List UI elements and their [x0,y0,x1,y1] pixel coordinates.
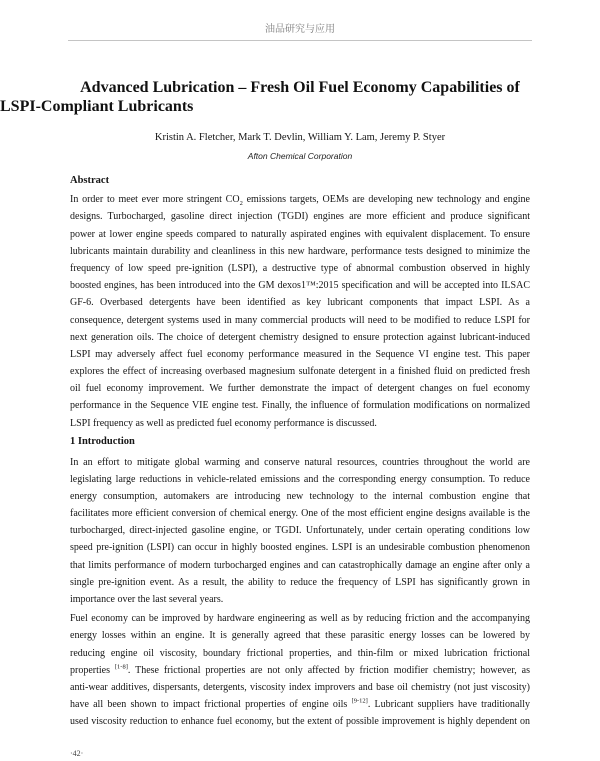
abstract-line: performance in the Sequence VIE engine test. Finally, the influence of formulation modifications on normalized [70,400,530,412]
paragraph-line: In an effort to mitigate global warming and conserve natural resources, countries throughout the world are [70,456,530,468]
abstract-line: boosted engines, has been introduced into the GM dexos1™:2015 specification and will be accepted into ILSAC [70,280,530,292]
abstract-line: power at lower engine speeds compared to naturally aspirated engines with equivalent displacement. To ensure [70,228,530,240]
abstract-line: frequency of low speed pre-ignition (LSPI), a destructive type of abnormal combustion observed in highly [70,262,530,274]
paragraph-line: Fuel economy can be improved by hardware engineering as well as by reducing friction and the accompanying [70,613,530,625]
abstract-line: explores the effect of increasing overbased magnesium sulfonate detergent in a finished fluid on predicted fresh [70,366,530,378]
citation-superscript: [9-12] [351,697,368,705]
abstract-line: designs. Turbocharged, gasoline direct injection (TGDI) engines are more efficient and produce significant [70,211,530,223]
page-number: ·42· [70,749,84,758]
paragraph-line: turbocharged, direct-injected gasoline engine, or TGDI. Unfortunately, under certain operating conditions low [70,525,530,537]
paragraph-line: energy consumption, automakers are introducing new technology to the internal combustion engine that [70,490,530,502]
introduction-paragraph [70,454,530,609]
author-list: Kristin A. Fletcher, Mark T. Devlin, William Y. Lam, Jeremy P. Styer [154,132,446,143]
journal-running-head: 油品研究与应用 [265,24,335,35]
paragraph-line: reducing engine oil viscosity, boundary frictional properties, and thin-film or mixed lubrication frictional [70,647,530,659]
abstract-line: GF-6. Overbased detergents have been identified as key lubricant components that impact LSPI. As a [70,297,530,309]
abstract-line: consequence, detergent systems used in many commercial products will need to be modified to reduce LSPI for [70,314,530,326]
paragraph-line: importance over the last several years. [70,594,224,605]
abstract-line: LSPI may adversely affect fuel economy performance measured in the Sequence VI engine test. This paper [70,348,530,360]
abstract-line: lubricants maintain durability and cleanliness in this new hardware, performance tests designed to minimize the [70,245,530,257]
paragraph-line [70,696,530,713]
paragraph-line: speed pre-ignition (LSPI) can occur in highly boosted engines. LSPI is an undesirable combustion phenomenon [70,542,530,554]
text-run: have all been shown to impact frictional properties of engine oils [70,699,352,711]
paragraph-line: legislating large reductions in vehicle-related emissions and the corresponding energy consumption. To reduce [70,473,530,485]
paragraph-line: energy losses within an engine. It is generally agreed that these parasitic energy losses can be lowered by [70,630,530,642]
abstract-body [70,191,530,432]
citation-superscript: [1-8] [114,663,128,671]
text-run: properties [70,664,115,676]
paragraph-line [70,662,530,679]
paragraph-line: facilitates more efficient conversion of chemical energy. One of the most efficient engine designs available is the [70,508,530,520]
abstract-line: LSPI frequency as well as predicted fuel economy performance is discussed. [70,417,377,429]
abstract-line: oil fuel economy improvement. We further demonstrate the impact of detergent changes on fuel economy [70,383,530,395]
abstract-line [70,191,530,208]
paragraph-line: anti-wear additives, dispersants, detergents, viscosity index improvers and base oil chemistry (not just viscosity) [70,681,530,693]
introduction-paragraph [70,610,530,730]
text-run: In order to meet ever more stringent CO [70,194,240,206]
text-run: . These frictional properties are not only affected by friction modifier chemistry; however, as [127,664,530,676]
paragraph-line: used viscosity reduction to enhance fuel economy, but the extent of possible improvement is highly dependent on [70,716,530,728]
introduction-heading: 1 Introduction [70,436,135,448]
paragraph-line: that limits performance of modern turbocharged engines and can catastrophically damage an engine after only a [70,559,530,571]
abstract-line: next generation oils. The choice of detergent chemistry designed to ensure protection against lubricant-induced [70,331,530,343]
abstract-heading: Abstract [70,175,110,186]
title-line: Advanced Lubrication – Fresh Oil Fuel Economy Capabilities of [80,79,520,96]
text-run: emissions targets, OEMs are developing new technology and engine [242,194,530,206]
paper-title [0,78,600,116]
subscript: 2 [239,200,243,208]
body-column [70,172,530,731]
author-affiliation: Afton Chemical Corporation [247,151,353,161]
paragraph-line: single pre-ignition event. As a result, the ability to reduce the frequency of LSPI has significantly grown in [70,576,530,588]
title-line: LSPI-Compliant Lubricants [0,98,194,115]
header-rule [68,40,532,41]
text-run: . Lubricant suppliers have traditionally [367,699,531,711]
